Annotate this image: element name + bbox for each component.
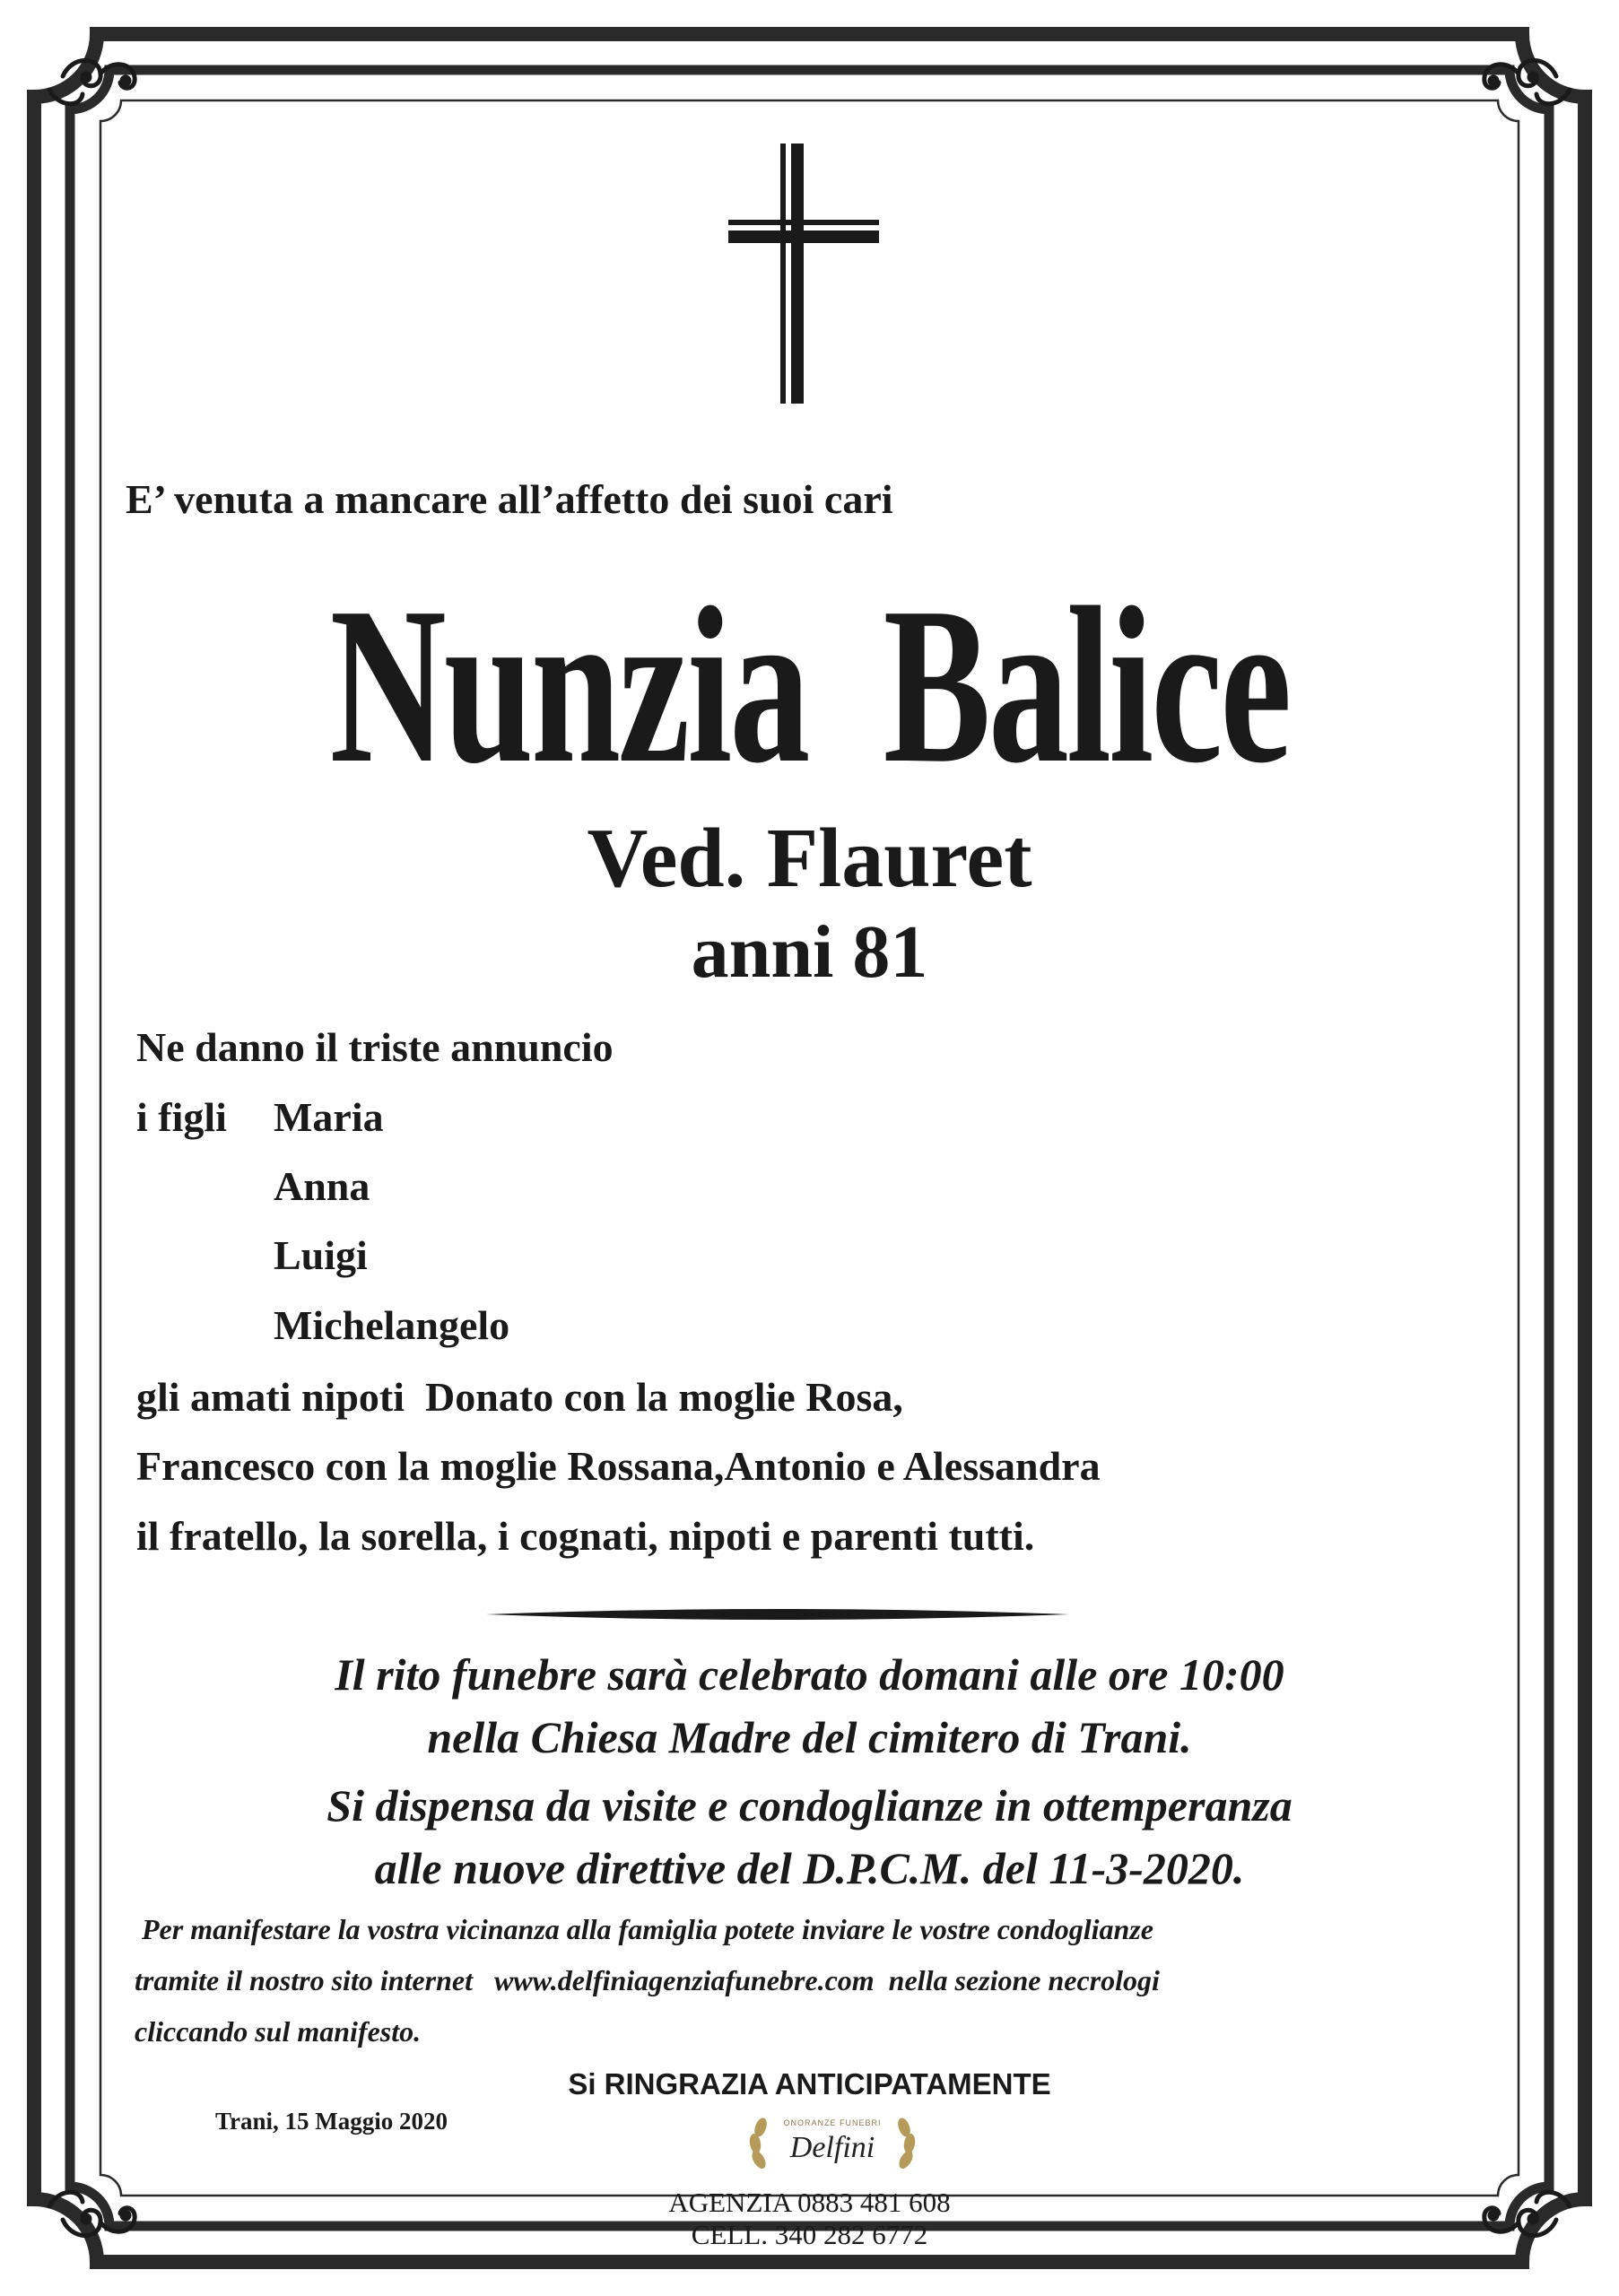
agency-logo — [743, 2106, 922, 2187]
funeral-line-3: Si dispensa da visite e condoglianze in ottemperanza — [326, 1780, 1293, 1831]
section-divider — [486, 1609, 1069, 1620]
condolences-line-1: Per manifestare la vostra vicinanza alla famiglia potete inviare le vostre condoglianze — [135, 1913, 1153, 1945]
agency-phone: AGENZIA 0883 481 608 — [668, 2187, 951, 2218]
age-text: anni 81 — [691, 910, 928, 994]
funeral-line-4: alle nuove direttive del D.P.C.M. del 11-3-2020. — [374, 1843, 1245, 1893]
deceased-name: Nunzia Balice — [329, 561, 1290, 810]
announce-lead: Ne danno il triste annuncio — [136, 1024, 614, 1070]
child-name: Maria — [274, 1094, 384, 1140]
nephews-line-2: Francesco con la moglie Rossana,Antonio e Alessandra — [136, 1443, 1101, 1489]
logo-small-text: ONORANZE FUNEBRI — [783, 2118, 882, 2127]
logo-text: Delfini — [789, 2131, 875, 2164]
thanks-text: Si RINGRAZIA ANTICIPATAMENTE — [568, 2067, 1051, 2100]
child-name: Michelangelo — [274, 1302, 510, 1348]
intro-text: E’ venuta a mancare all’affetto dei suoi cari — [126, 476, 893, 522]
agency-cell: CELL. 340 282 6772 — [691, 2219, 928, 2250]
nephews-line: gli amati nipoti Donato con la moglie Rosa, — [136, 1374, 903, 1420]
condolences-line-3: cliccando sul manifesto. — [135, 2015, 422, 2048]
child-name: Luigi — [274, 1232, 368, 1278]
child-name: Anna — [274, 1163, 370, 1209]
condolences-line-2: tramite il nostro sito internet www.delfiniagenziafunebre.com nella sezione necrologi — [135, 1964, 1160, 1996]
funeral-line-1: Il rito funebre sarà celebrato domani alle ore 10:00 — [335, 1649, 1284, 1700]
cross-icon — [728, 144, 879, 404]
relatives-line: il fratello, la sorella, i cognati, nipoti e parenti tutti. — [136, 1513, 1035, 1559]
notice-date: Trani, 15 Maggio 2020 — [215, 2108, 448, 2135]
children-label: i figli — [136, 1094, 227, 1140]
funeral-line-2: nella Chiesa Madre del cimitero di Trani. — [427, 1712, 1192, 1762]
widow-of-text: Ved. Flauret — [587, 812, 1032, 905]
